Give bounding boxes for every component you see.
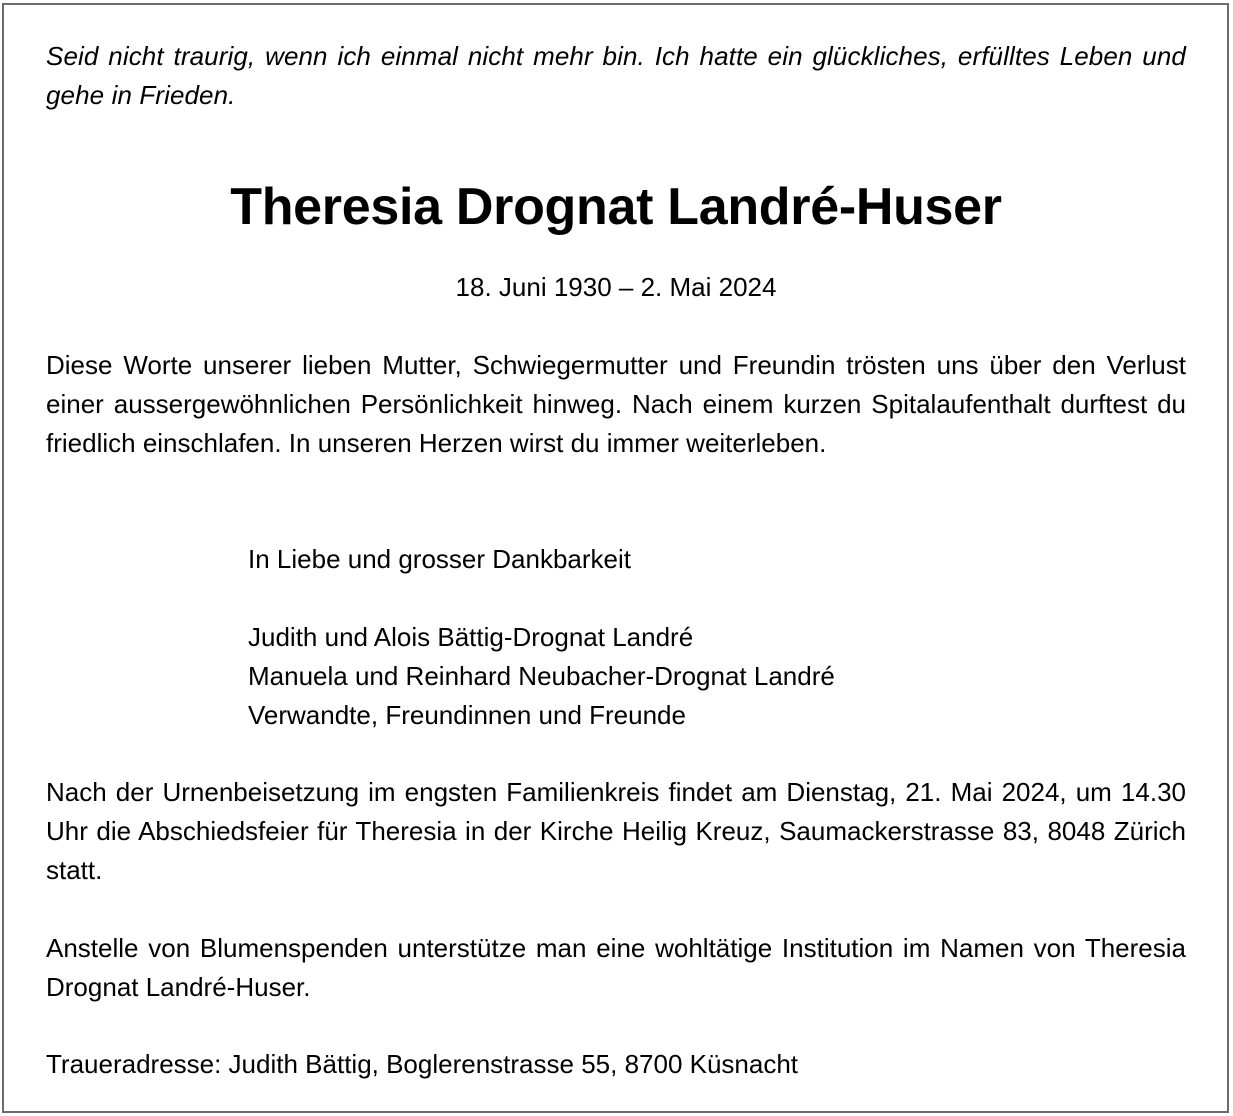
opening-quote: Seid nicht traurig, wenn ich einmal nicht mehr bin. Ich hatte ein glückliches, erfülltes Leben und gehe in Frieden. [46, 41, 1186, 110]
mourner-line: Verwandte, Freundinnen und Freunde [248, 700, 686, 730]
closing-phrase: In Liebe und grosser Dankbarkeit [248, 544, 632, 574]
mourner-line: Judith und Alois Bättig-Drognat Landré [248, 622, 694, 652]
mourner-line: Manuela und Reinhard Neubacher-Drognat Landré [248, 661, 835, 691]
tribute-paragraph: Diese Worte unserer lieben Mutter, Schwiegermutter und Freundin trösten uns über den Verlust einer aussergewöhnlichen Persönlichkeit hinweg. Nach einem kurzen Spitalaufenthalt durftest du friedlich einschlafen. In unseren Herzen wirst du immer weiterleben. [46, 350, 1186, 458]
life-dates: 18. Juni 1930 – 2. Mai 2024 [455, 272, 777, 302]
mourning-address: Traueradresse: Judith Bättig, Boglerenstrasse 55, 8700 Küsnacht [46, 1049, 799, 1079]
donation-paragraph: Anstelle von Blumenspenden unterstütze man eine wohltätige Institution im Namen von Theresia Drognat Landré-Huser. [46, 933, 1186, 1002]
ceremony-paragraph: Nach der Urnenbeisetzung im engsten Familienkreis findet am Dienstag, 21. Mai 2024, um 14.30 Uhr die Abschiedsfeier für Theresia in der Kirche Heilig Kreuz, Saumackerstrasse 83, 8048 Zürich statt. [46, 777, 1186, 885]
mourners-list [248, 618, 835, 735]
deceased-name: Theresia Drognat Landré-Huser [230, 178, 1002, 236]
